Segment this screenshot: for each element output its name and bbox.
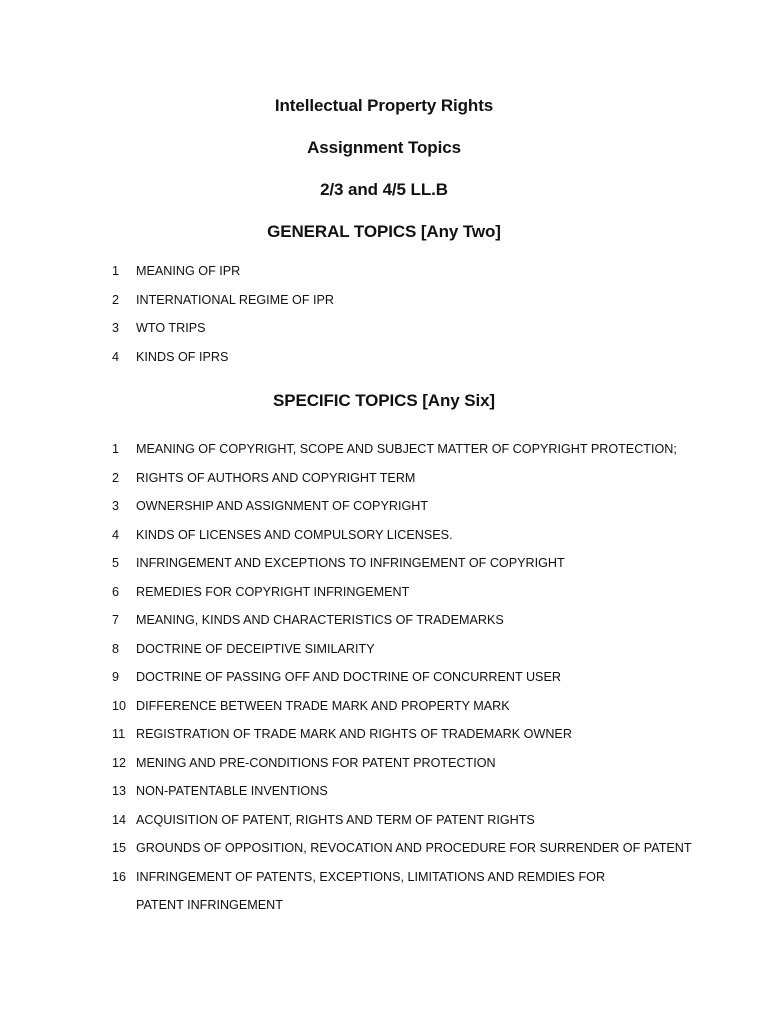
item-text: RIGHTS OF AUTHORS AND COPYRIGHT TERM <box>136 470 416 485</box>
item-text: GROUNDS OF OPPOSITION, REVOCATION AND PROCEDURE FOR SURRENDER OF PATENT <box>136 841 692 855</box>
item-text: MENING AND PRE-CONDITIONS FOR PATENT PROTECTION <box>136 755 496 770</box>
item-text: REGISTRATION OF TRADE MARK AND RIGHTS OF TRADEMARK OWNER <box>136 727 572 741</box>
item-text: NON-PATENTABLE INVENTIONS <box>136 784 328 798</box>
item-text: REMEDIES FOR COPYRIGHT INFRINGEMENT <box>136 584 410 599</box>
course-heading: 2/3 and 4/5 LL.B <box>320 180 448 199</box>
general-topics-heading: GENERAL TOPICS [Any Two] <box>267 222 501 241</box>
item-number: 7 <box>112 613 120 627</box>
item-text: DOCTRINE OF PASSING OFF AND DOCTRINE OF CONCURRENT USER <box>136 670 561 684</box>
item-number: 8 <box>112 641 120 656</box>
item-text: ACQUISITION OF PATENT, RIGHTS AND TERM OF PATENT RIGHTS <box>136 812 535 827</box>
item-number: 11 <box>112 727 126 741</box>
item-text: DIFFERENCE BETWEEN TRADE MARK AND PROPERTY MARK <box>136 698 510 713</box>
item-number: 4 <box>112 527 120 542</box>
item-number: 3 <box>112 499 120 513</box>
item-number: 15 <box>112 841 127 855</box>
item-text: KINDS OF LICENSES AND COMPULSORY LICENSES. <box>136 527 453 542</box>
item-number: 1 <box>112 264 120 278</box>
item-number: 5 <box>112 556 120 570</box>
item-number: 2 <box>112 292 120 307</box>
item-text: WTO TRIPS <box>136 321 206 335</box>
item-text: MEANING OF COPYRIGHT, SCOPE AND SUBJECT MATTER OF COPYRIGHT PROTECTION; <box>136 442 677 456</box>
item-number: 2 <box>112 470 120 485</box>
item-text: INFRINGEMENT OF PATENTS, EXCEPTIONS, LIMITATIONS AND REMDIES FOR PATENT INFRINGEMENT <box>136 869 606 912</box>
item-number: 13 <box>112 784 127 798</box>
document-subtitle: Assignment Topics <box>307 138 461 157</box>
item-number: 12 <box>112 755 127 770</box>
item-text: OWNERSHIP AND ASSIGNMENT OF COPYRIGHT <box>136 499 429 513</box>
item-text: KINDS OF IPRS <box>136 349 229 364</box>
item-number: 3 <box>112 321 120 335</box>
item-number: 9 <box>112 670 120 684</box>
item-text: INTERNATIONAL REGIME OF IPR <box>136 292 335 307</box>
item-text: MEANING OF IPR <box>136 264 241 278</box>
item-text: DOCTRINE OF DECEIPTIVE SIMILARITY <box>136 641 375 656</box>
specific-topics-heading: SPECIFIC TOPICS [Any Six] <box>272 391 495 410</box>
item-text: MEANING, KINDS AND CHARACTERISTICS OF TRADEMARKS <box>136 613 504 627</box>
item-number: 4 <box>112 349 120 364</box>
item-number: 10 <box>112 698 127 713</box>
document-title: Intellectual Property Rights <box>274 96 494 115</box>
item-number: 1 <box>112 442 120 456</box>
item-number: 14 <box>112 812 127 827</box>
item-text: INFRINGEMENT AND EXCEPTIONS TO INFRINGEMENT OF COPYRIGHT <box>136 556 565 570</box>
item-number: 6 <box>112 584 120 599</box>
item-number: 16 <box>112 869 127 884</box>
